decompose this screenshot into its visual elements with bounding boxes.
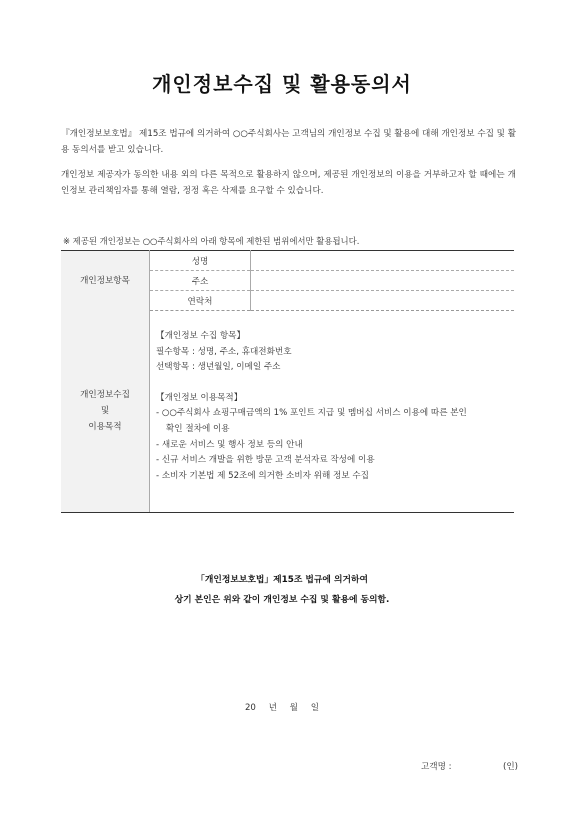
purpose-item: - ○○주식회사 쇼핑구매금액의 1% 포인트 지급 및 멤버십 서비스 이용에 따른 본인: [156, 408, 467, 419]
name-label: 성명: [150, 251, 251, 271]
purpose-details: [150, 311, 515, 513]
name-field[interactable]: [251, 251, 515, 271]
personal-info-category: 개인정보항목: [61, 251, 150, 311]
purpose-category: [61, 311, 150, 513]
purpose-label-line1: 개인정보수집: [80, 390, 130, 401]
purpose-label-line2: 및: [100, 406, 110, 417]
month-label: 월: [289, 703, 298, 713]
collect-heading: 【개인정보 수집 항목】: [156, 331, 246, 341]
required-items: 필수항목 : 성명, 주소, 휴대전화번호: [156, 346, 292, 357]
table-row: [61, 311, 514, 513]
address-field[interactable]: [251, 271, 515, 291]
contact-field[interactable]: [251, 291, 515, 311]
consent-statement: [0, 570, 564, 610]
page-title: 개인정보수집 및 활용동의서: [152, 72, 412, 96]
consent-line2: 상기 본인은 위와 같이 개인정보 수집 및 활용에 동의함.: [174, 595, 390, 605]
date-line: [0, 701, 564, 713]
purpose-item: - 소비자 기본법 제 52조에 의거한 소비자 위해 정보 수집: [156, 470, 369, 481]
purpose-item: - 새로운 서비스 및 행사 정보 등의 안내: [156, 439, 303, 450]
year-label: 년: [268, 703, 277, 713]
purpose-label-line3: 이용목적: [88, 422, 122, 433]
year-prefix: 20: [244, 703, 256, 713]
consent-table: [61, 250, 514, 513]
scope-note: ※ 제공된 개인정보는 ○○주식회사의 아래 항목에 제한된 범위에서만 활용됩니다.: [63, 236, 360, 246]
contact-label: 연락처: [150, 291, 251, 311]
day-label: 일: [310, 703, 320, 713]
purpose-item-continued: 확인 절차에 이용: [166, 423, 230, 434]
signature-line: [421, 760, 519, 772]
purpose-item: - 신규 서비스 개발을 위한 방문 고객 분석자료 작성에 이용: [156, 455, 375, 466]
seal-mark: (인): [503, 762, 519, 772]
address-label: 주소: [150, 271, 251, 291]
table-row: [61, 251, 514, 271]
intro-paragraph: 『개인정보보호법』 제15조 법규에 의거하여 ○○주식회사는 고객님의 개인정보 수집 및 활용에 대해 개인정보 수집 및 활용 동의서를 받고 있습니다.: [61, 129, 516, 155]
customer-name-label: 고객명 :: [421, 762, 452, 772]
optional-items: 선택항목 : 생년월일, 이메일 주소: [156, 362, 281, 373]
purpose-heading: 【개인정보 이용목적】: [156, 392, 243, 403]
consent-line1: 「개인정보보호법」제15조 법규에 의거하여: [196, 575, 368, 585]
usage-paragraph: 개인정보 제공자가 동의한 내용 외의 다른 목적으로 활용하지 않으며, 제공된 개인정보의 이용을 거부하고자 할 때에는 개인정보 관리책임자를 통해 열람, 정정 혹은 삭제를 요구할 수 있습니다.: [61, 170, 516, 196]
